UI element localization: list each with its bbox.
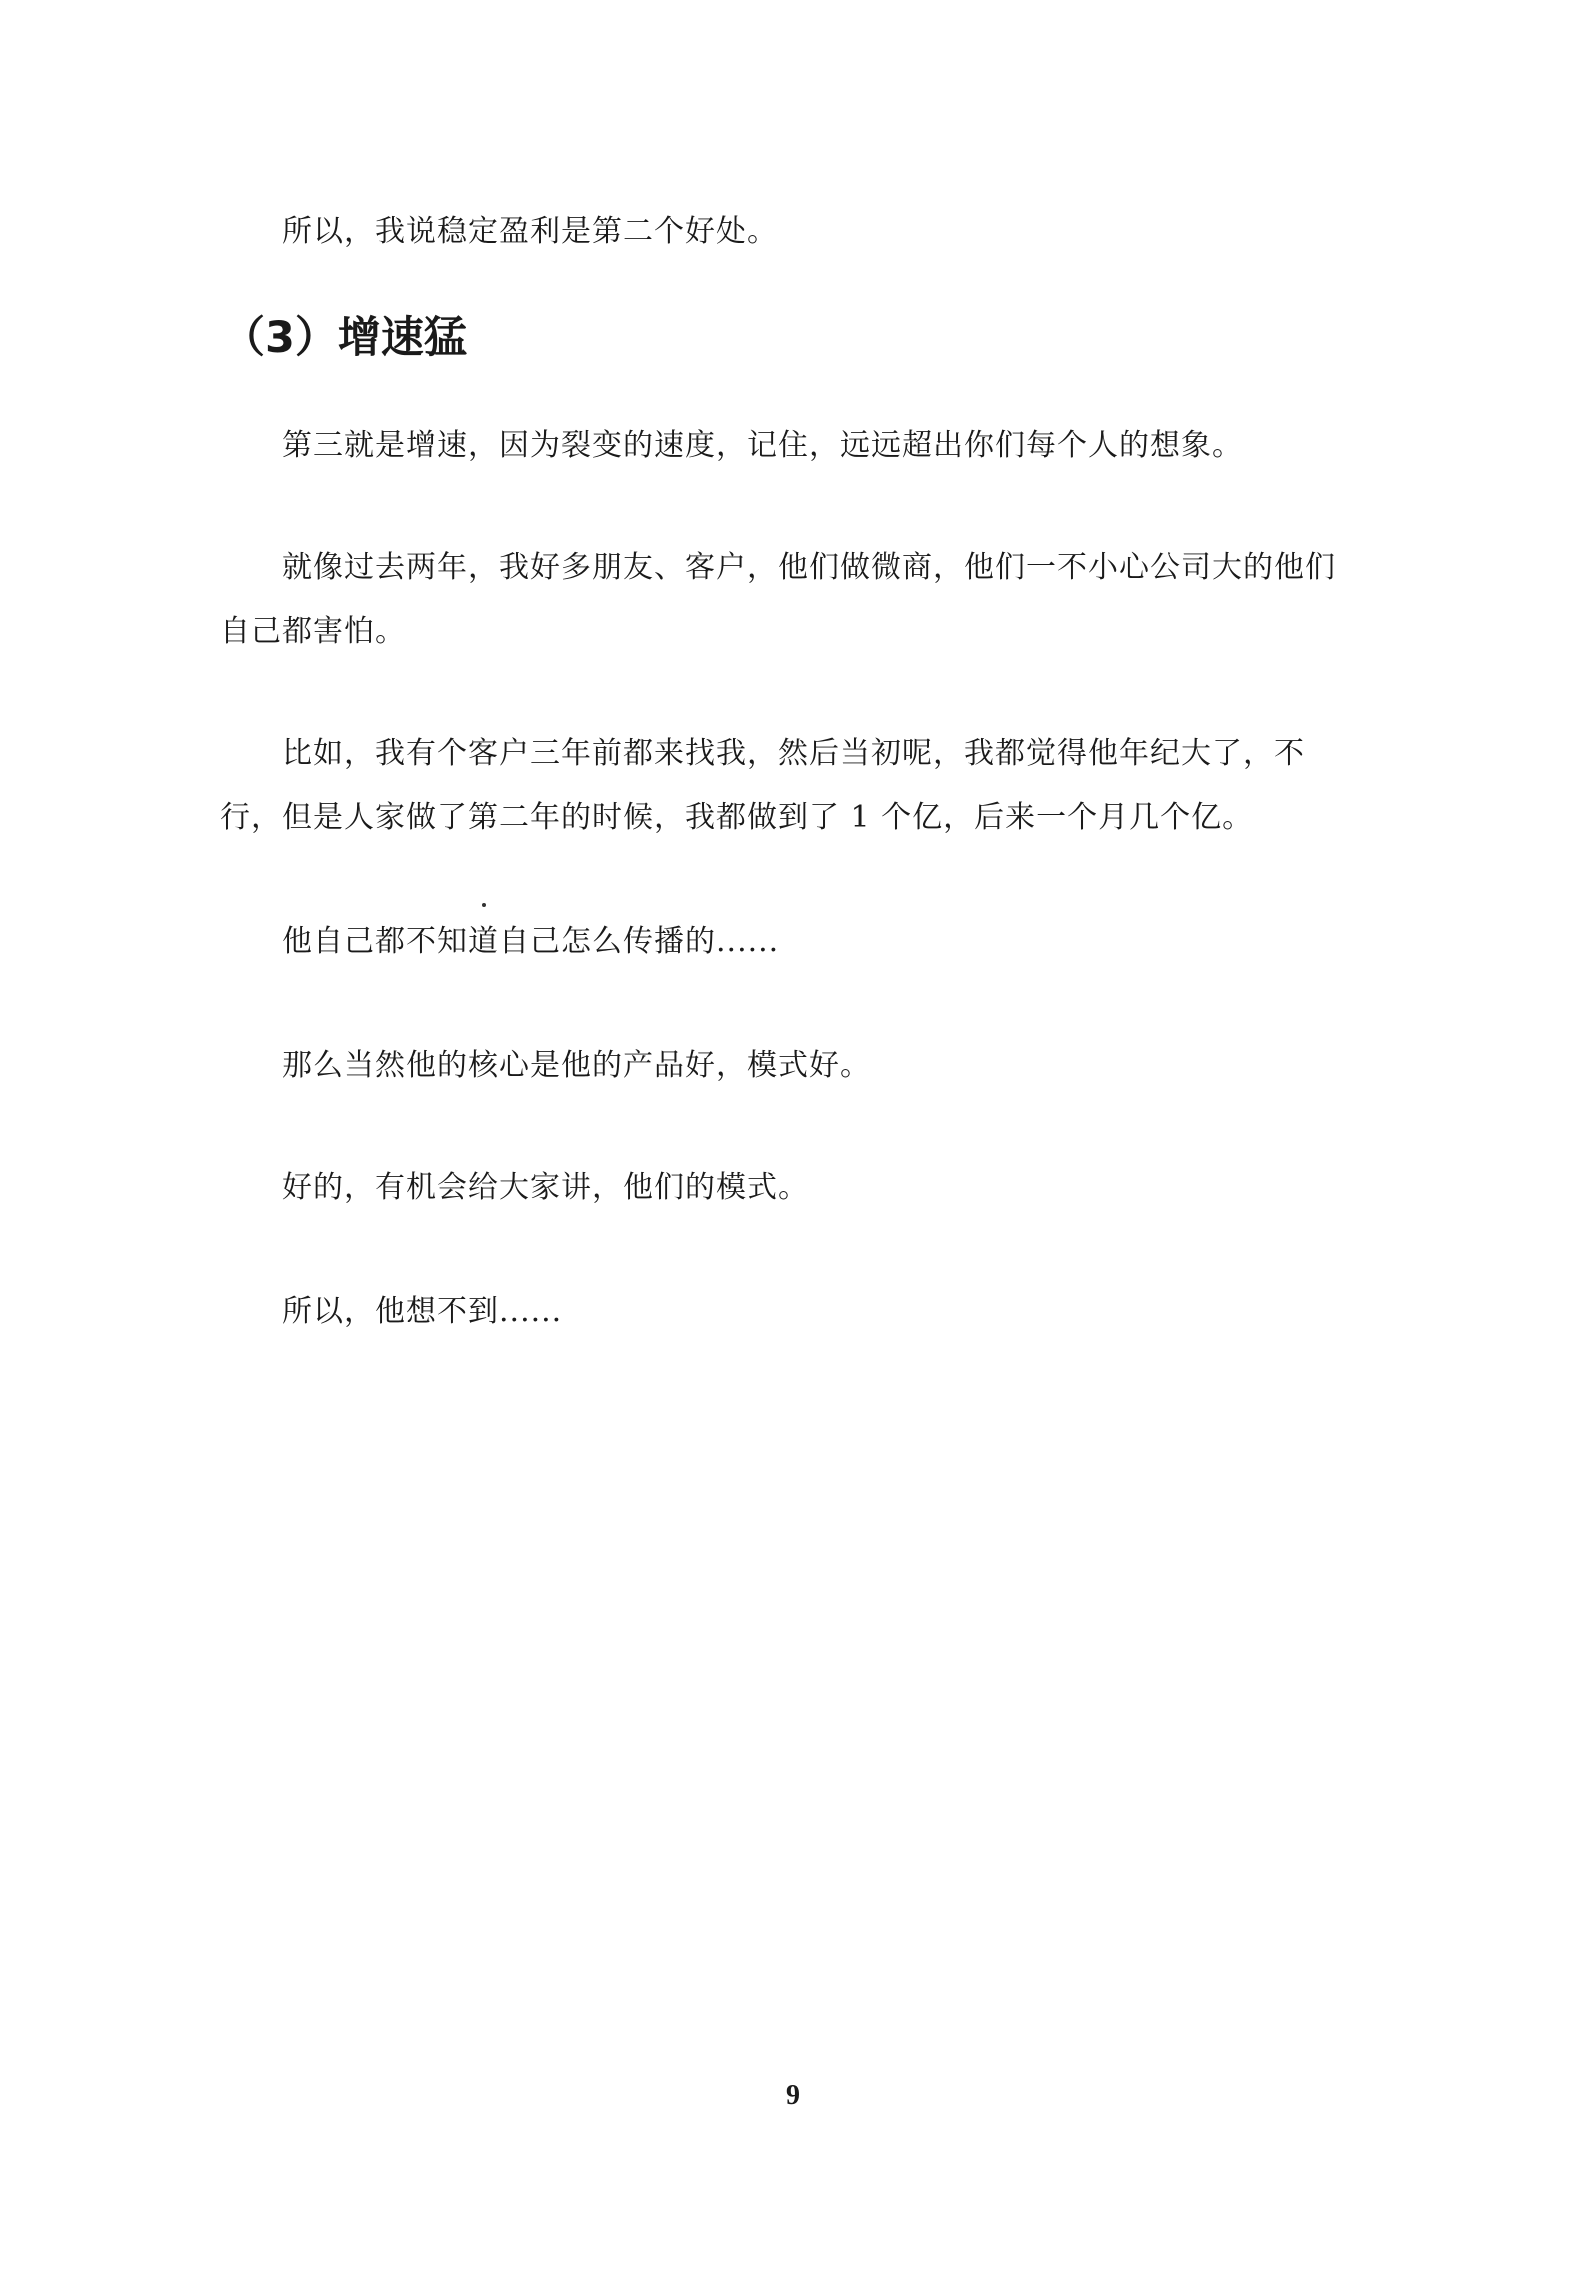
paragraph-core: 那么当然他的核心是他的产品好，模式好。 <box>282 1048 871 1083</box>
scan-speck <box>482 903 486 907</box>
paragraph-growth-speed: 第三就是增速，因为裂变的速度，记住，远远超出你们每个人的想象。 <box>282 428 1243 463</box>
section-heading: （3）增速猛 <box>222 313 467 363</box>
paragraph-stable-profit: 所以，我说稳定盈利是第二个好处。 <box>282 214 778 249</box>
paragraph-unexpected: 所以，他想不到...... <box>282 1294 563 1329</box>
paragraph-client-example <box>220 722 1340 850</box>
paragraph-client-example-text: 比如，我有个客户三年前都来找我，然后当初呢，我都觉得他年纪大了，不行，但是人家做了第二年的时候，我都做到了 1 个亿，后来一个月几个亿。 <box>220 736 1305 835</box>
paragraph-spread: 他自己都不知道自己怎么传播的...... <box>282 924 780 959</box>
paragraph-model: 好的，有机会给大家讲，他们的模式。 <box>282 1170 809 1205</box>
paragraph-past-two-years-text: 就像过去两年，我好多朋友、客户，他们做微商，他们一不小心公司大的他们自己都害怕。 <box>220 550 1336 649</box>
page-number: 9 <box>786 2080 800 2111</box>
paragraph-past-two-years <box>220 536 1340 664</box>
